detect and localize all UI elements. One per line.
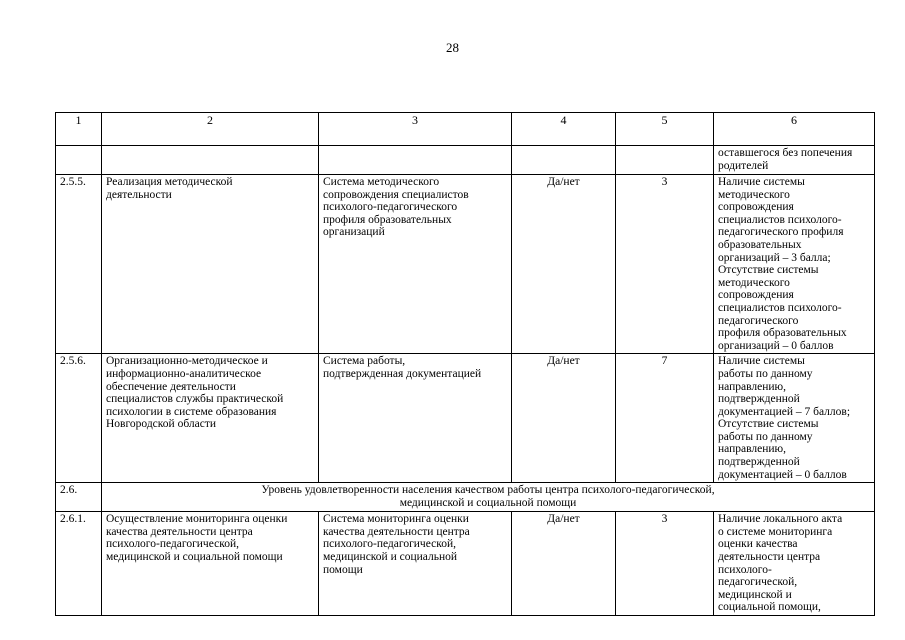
description-cell: оставшегося без попечения родителей [714,146,875,175]
header-cell: 6 [714,113,875,146]
header-cell: 3 [319,113,512,146]
table-row [56,175,875,354]
criteria-cell [319,146,512,175]
description-cell: Наличие системы работы по данному направлению, подтвержденной документацией – 7 баллов; Отсутствие системы работы по данному направлению, подтвержденной документацией – 0 баллов [714,354,875,483]
criteria-table [55,112,875,616]
indicator-cell [102,146,319,175]
table-header-row [56,113,875,146]
criteria-cell: Система мониторинга оценки качества деятельности центра психолого-педагогической, медицинской и социальной помощи [319,512,512,616]
indicator-cell: Реализация методической деятельности [102,175,319,354]
criteria-cell: Система работы, подтвержденная документацией [319,354,512,483]
header-cell: 4 [512,113,616,146]
description-cell: Наличие локального акта о системе мониторинга оценки качества деятельности центра психолого- педагогической, медицинской и социальной помощи, [714,512,875,616]
header-cell: 2 [102,113,319,146]
row-number [56,146,102,175]
max-score-cell [616,146,714,175]
description-cell: Наличие системы методического сопровождения специалистов психолого- педагогического профиля образовательных организаций – 3 балла; Отсутствие системы методического сопровождения специалистов психолого- педагогического профиля образовательных организаций – 0 баллов [714,175,875,354]
indicator-cell: Осуществление мониторинга оценки качества деятельности центра психолого-педагогической, медицинской и социальной помощи [102,512,319,616]
unit-cell: Да/нет [512,512,616,616]
table-row [56,512,875,616]
row-number: 2.6.1. [56,512,102,616]
indicator-cell: Организационно-методическое и информационно-аналитическое обеспечение деятельности специалистов службы практической психологии в системе образования Новгородской области [102,354,319,483]
max-score-cell: 3 [616,175,714,354]
header-cell: 5 [616,113,714,146]
section-title: Уровень удовлетворенности населения качеством работы центра психолого-педагогической, медицинской и социальной помощи [102,483,875,512]
max-score-cell: 3 [616,512,714,616]
criteria-cell: Система методического сопровождения специалистов психолого-педагогического профиля образовательных организаций [319,175,512,354]
unit-cell: Да/нет [512,175,616,354]
table-row [56,354,875,483]
unit-cell [512,146,616,175]
unit-cell: Да/нет [512,354,616,483]
section-row [56,483,875,512]
row-number: 2.5.5. [56,175,102,354]
section-number: 2.6. [56,483,102,512]
row-number: 2.5.6. [56,354,102,483]
table-row [56,146,875,175]
max-score-cell: 7 [616,354,714,483]
page-number: 28 [446,40,459,55]
header-cell: 1 [56,113,102,146]
